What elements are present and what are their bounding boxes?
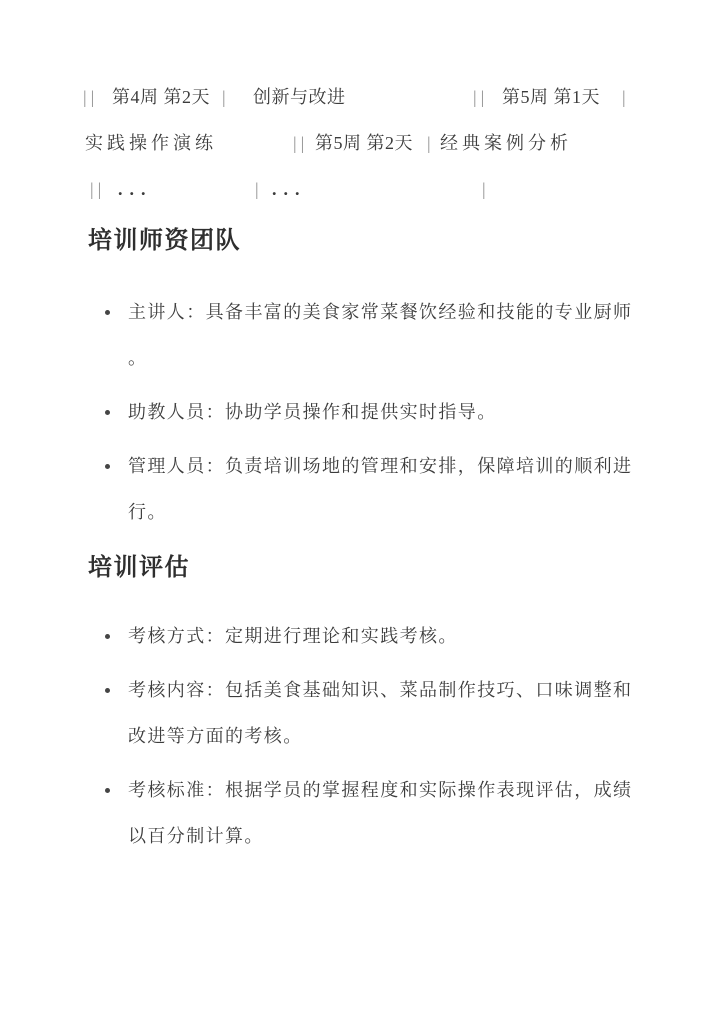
list-item-text: 以百分制计算。: [128, 826, 264, 846]
table-divider-pipe: |: [622, 87, 627, 107]
list-item-lecturer: [88, 289, 648, 381]
list-item-text: 。: [128, 348, 148, 368]
list-item-text: 主讲人：具备丰富的美食家常菜餐饮经验和技能的专业厨师: [128, 302, 633, 322]
table-divider-pipes: ||: [90, 179, 106, 199]
schedule-cell-week-day: 第5周 第2天: [315, 133, 413, 153]
table-divider-pipe: |: [427, 133, 432, 153]
table-divider-pipe: |: [222, 87, 227, 107]
list-item-method: [88, 613, 648, 659]
schedule-cell-week-day: 第5周 第1天: [502, 87, 600, 107]
schedule-cell-topic: 创新与改进: [253, 87, 346, 107]
list-item-text: 考核方式：定期进行理论和实践考核。: [128, 626, 458, 646]
table-divider-pipe: |: [482, 179, 487, 199]
bullet-icon: [105, 464, 110, 469]
list-item-text: 行。: [128, 502, 167, 522]
schedule-row-1: [0, 74, 720, 120]
schedule-table-fragment: [0, 74, 720, 212]
bullet-icon: [105, 634, 110, 639]
list-item-content: [88, 667, 648, 759]
schedule-cell-topic: 经典案例分析: [440, 133, 572, 153]
bullet-icon: [105, 410, 110, 415]
list-item-assistant: [88, 389, 648, 435]
schedule-row-2: [0, 120, 720, 166]
bullet-icon: [105, 688, 110, 693]
bullet-icon: [105, 310, 110, 315]
bullet-icon: [105, 788, 110, 793]
list-item-text: 考核标准：根据学员的掌握程度和实际操作表现评估，成绩: [128, 780, 633, 800]
section-heading-evaluation: 培训评估: [88, 555, 190, 581]
faculty-team-list: [88, 289, 648, 535]
list-item-text: 管理人员：负责培训场地的管理和安排，保障培训的顺利进: [128, 456, 633, 476]
list-item-manager: [88, 443, 648, 535]
list-item-text: 助教人员：协助学员操作和提供实时指导。: [128, 402, 497, 422]
schedule-cell-topic: 实践操作演练: [85, 133, 217, 153]
table-divider-pipes: ||: [83, 87, 99, 107]
ellipsis-text: ...: [118, 179, 153, 199]
section-heading-faculty-team: 培训师资团队: [88, 228, 241, 254]
schedule-row-3: [0, 166, 720, 212]
table-divider-pipe: |: [255, 179, 260, 199]
evaluation-list: [88, 613, 648, 859]
list-item-text: 考核内容：包括美食基础知识、菜品制作技巧、口味调整和: [128, 680, 633, 700]
list-item-standard: [88, 767, 648, 859]
table-divider-pipes: ||: [473, 87, 489, 107]
ellipsis-text: ...: [272, 179, 307, 199]
list-item-text: 改进等方面的考核。: [128, 726, 303, 746]
table-divider-pipes: ||: [293, 133, 309, 153]
schedule-cell-week-day: 第4周 第2天: [112, 87, 210, 107]
